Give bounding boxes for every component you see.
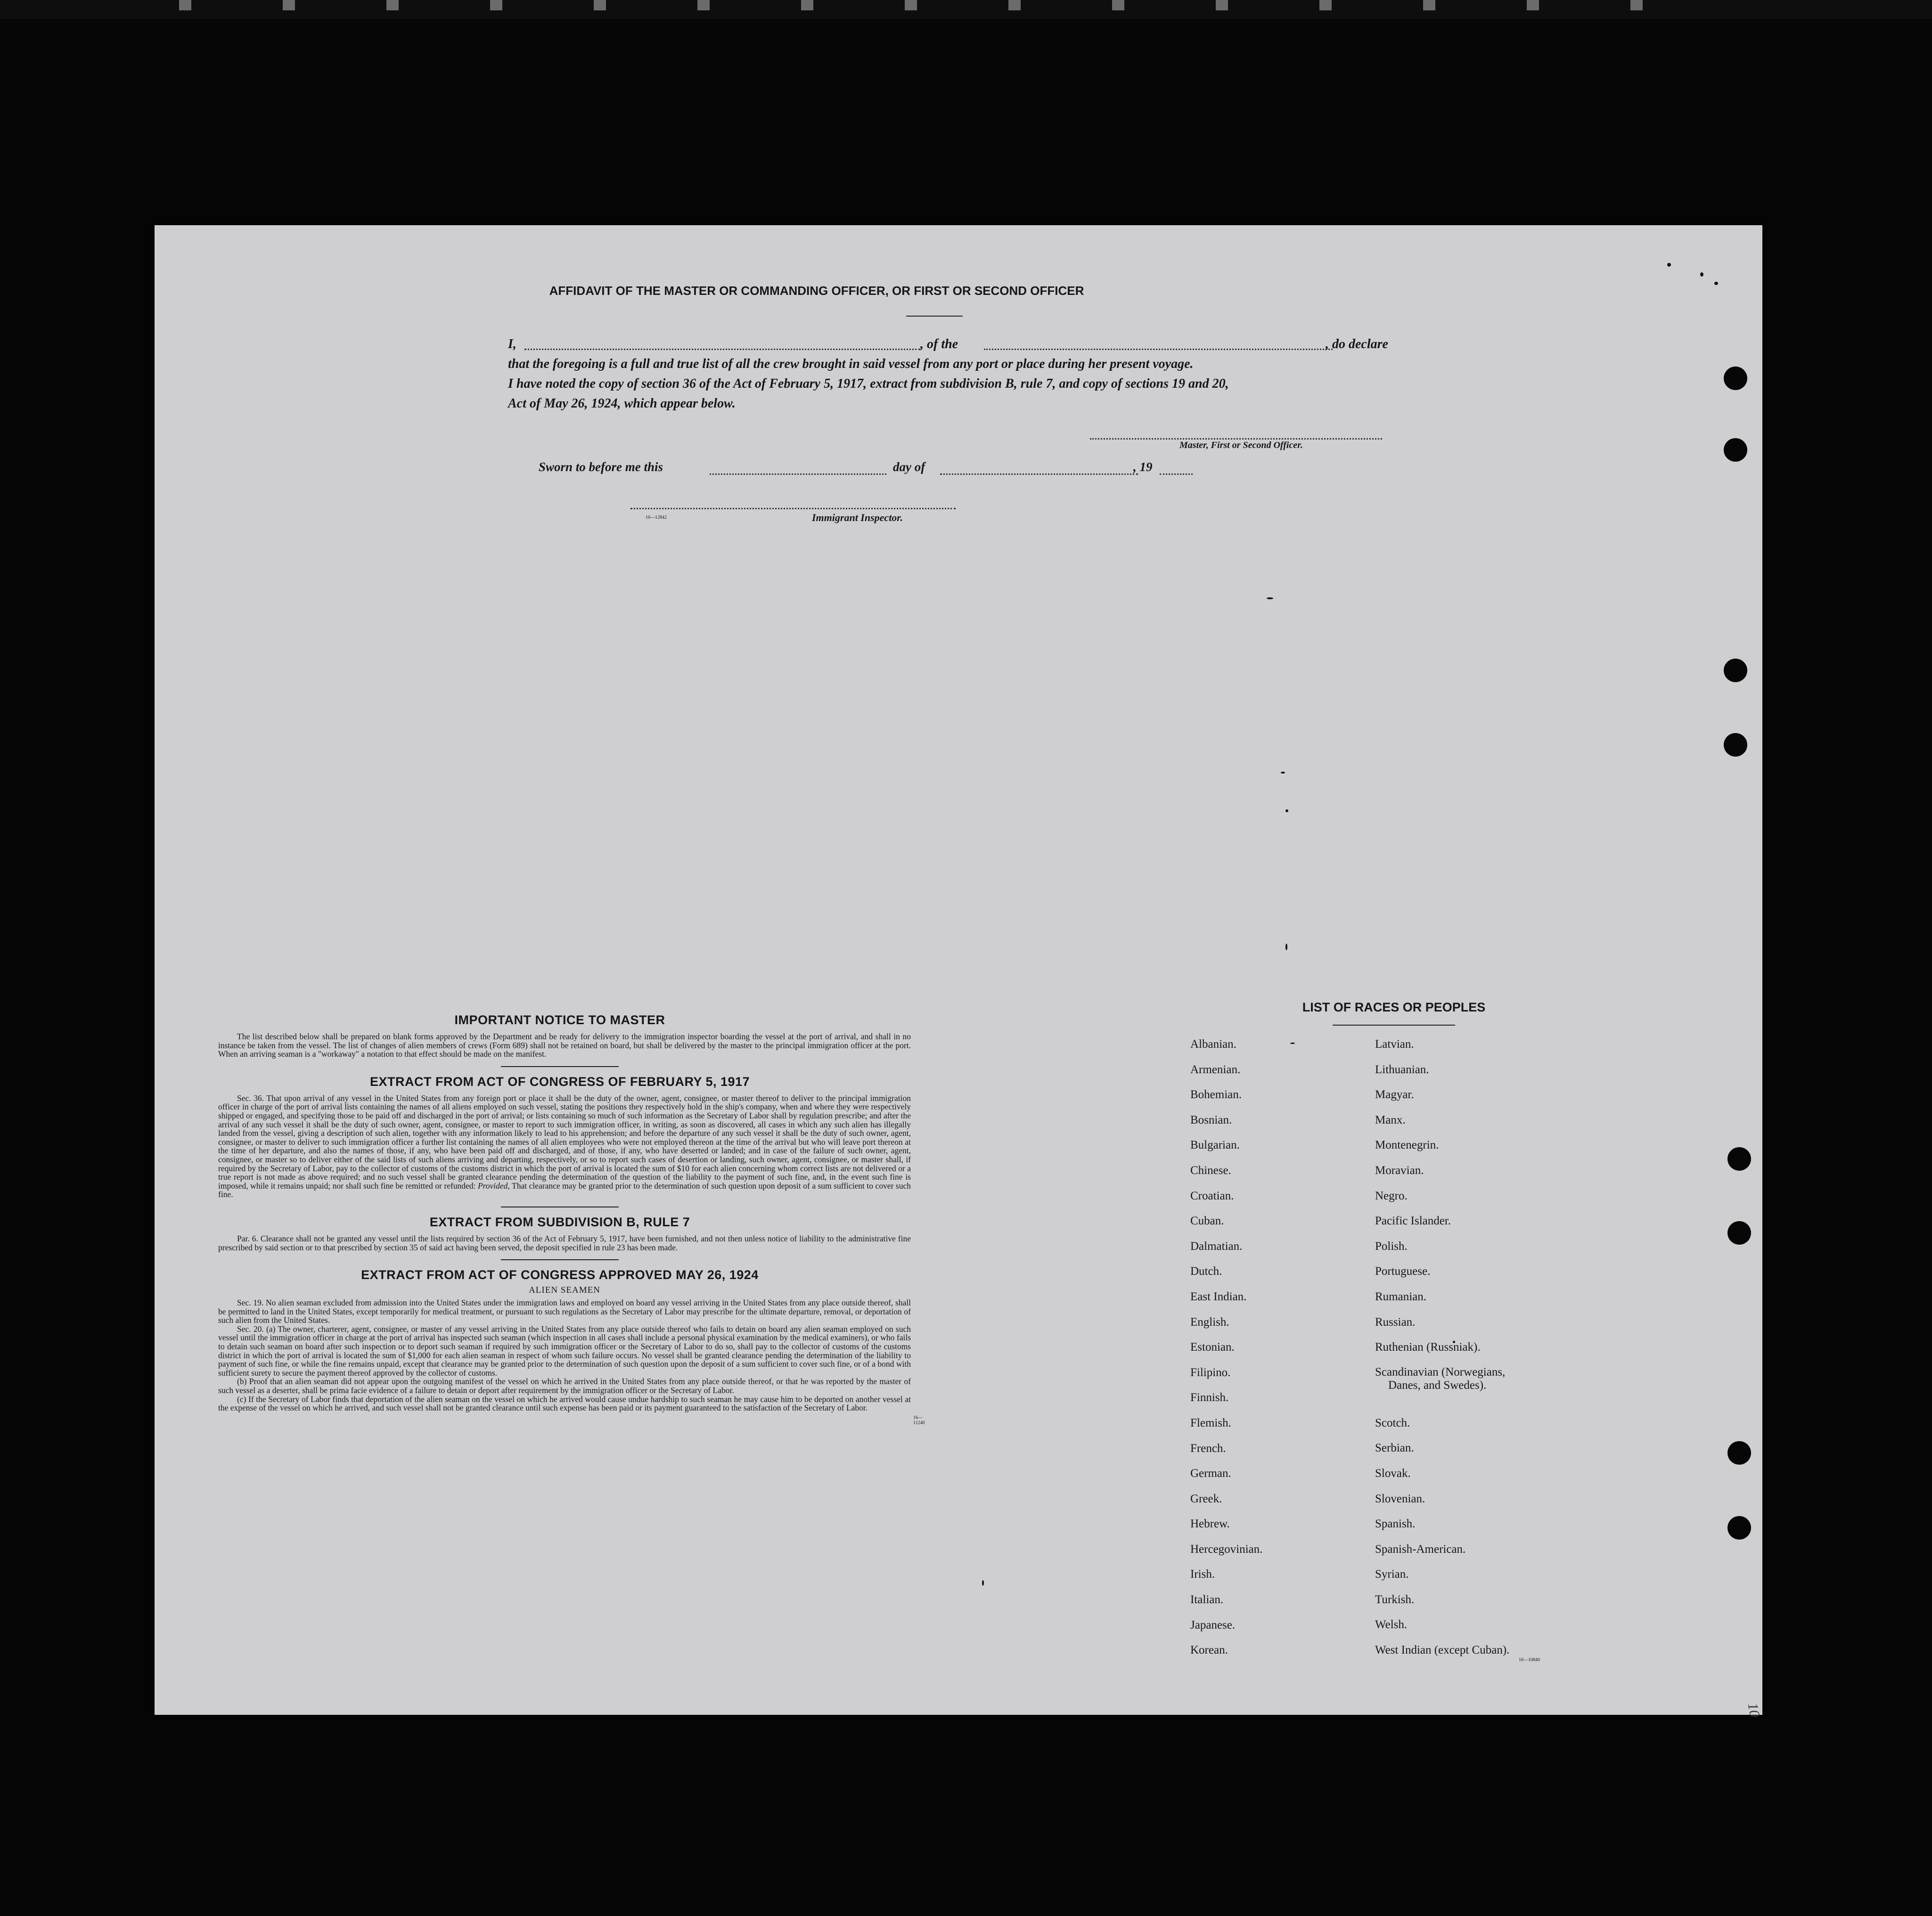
race-item: Hebrew. (1190, 1517, 1230, 1531)
sec36-text-end: That clearance may be granted prior to the determination of such question upon deposit of a sum sufficient to cover such fine. (218, 1181, 911, 1199)
race-item: Rumanian. (1375, 1290, 1427, 1303)
inspector-signature-line[interactable] (630, 508, 956, 509)
race-item: Filipino. (1190, 1366, 1231, 1379)
race-item: Flemish. (1190, 1416, 1231, 1429)
race-item: Croatian. (1190, 1189, 1234, 1202)
race-item: Spanish-American. (1375, 1542, 1466, 1556)
par6-paragraph: Par. 6. Clearance shall not be granted any vessel until the lists required by section 36 of the Act of February 5, 1917, have been furnished, and not then unless notice of liability to the administrative fine prescribed by said section or to that prescribed by section 35 of said act having been served, the deposit specified in rule 23 has been made. (218, 1233, 911, 1252)
sec36-paragraph (218, 1094, 911, 1199)
race-item: Spanish. (1375, 1517, 1416, 1531)
subdivision-b-title: EXTRACT FROM SUBDIVISION B, RULE 7 (429, 1215, 690, 1229)
margin-mark: 10 (1744, 1702, 1763, 1719)
sworn-year: , 19 (1133, 460, 1153, 474)
notice-paragraph: The list described below shall be prepared on blank forms approved by the Department and be ready for delivery to the immigration inspector boarding the vessel at the port of arrival, and shall in no instance be taken from the vessel. The list of changes of alien members of crews (Form 689) shall not be retained on board, but shall be delivered by the master to the principal immigration officer at the port. When an arriving seaman is a "workaway" a notation to that effect should be made on the manifest. (218, 1032, 911, 1059)
extract-1917-title: EXTRACT FROM ACT OF CONGRESS OF FEBRUARY 5, 1917 (369, 1074, 750, 1089)
declaration-of-the: , of the (920, 337, 958, 351)
sworn-day-of: day of (893, 460, 925, 474)
declaration-line-2: that the foregoing is a full and true list of all the crew brought in said vessel from any port or place during her present voyage. (508, 357, 1194, 371)
race-item: Finnish. (1190, 1391, 1229, 1404)
sec20b-paragraph: (b) Proof that an alien seaman did not appear upon the outgoing manifest of the vessel on which he arrived in the United States from any place outside thereof, or that he was reported by the master of such vessel as a deserter, shall be prima facie evidence of a failure to detain or deport after requirement by the immigration officer or the Secretary of Labor. (218, 1377, 911, 1395)
sec36-provided: Provided, (477, 1181, 510, 1190)
punch-hole (1727, 1516, 1751, 1540)
race-item: German. (1190, 1467, 1231, 1480)
name-blank[interactable] (524, 349, 920, 350)
alien-seamen-subtitle: ALIEN SEAMEN (529, 1285, 600, 1296)
sworn-day-blank[interactable] (710, 473, 886, 475)
races-right-top (1375, 1032, 1509, 1360)
race-item: Cuban. (1190, 1215, 1224, 1228)
race-item: Greek. (1190, 1492, 1222, 1505)
races-title-underline (1333, 1025, 1455, 1026)
punch-hole (1724, 659, 1747, 682)
speck (1700, 272, 1703, 277)
race-item: Irish. (1190, 1568, 1215, 1581)
race-item: East Indian. (1190, 1290, 1247, 1303)
race-item: Pacific Islander. (1375, 1215, 1451, 1228)
punch-hole (1724, 733, 1747, 757)
punch-hole (1724, 438, 1747, 462)
race-scandinavian (1375, 1360, 1509, 1411)
speck (1285, 944, 1287, 950)
race-item: Albanian. (1190, 1038, 1236, 1051)
race-item: Slovak. (1375, 1467, 1411, 1480)
races-left-column (1190, 1032, 1262, 1663)
race-item: Serbian. (1375, 1442, 1414, 1455)
section-divider (501, 1259, 619, 1260)
subdivision-b-body (218, 1234, 911, 1252)
race-item: Polish. (1375, 1239, 1408, 1253)
sworn-prefix: Sworn to before me this (539, 460, 663, 474)
extract-1924-body (218, 1298, 911, 1412)
race-item: Hercegovinian. (1190, 1542, 1263, 1556)
master-signature-label: Master, First or Second Officer. (1179, 440, 1303, 450)
extract-form-number: 16—11240 (913, 1415, 925, 1426)
race-item: Russian. (1375, 1315, 1416, 1329)
races-right-column (1375, 1032, 1509, 1663)
punch-hole (1727, 1441, 1751, 1465)
sec36-label: Sec. 36. (237, 1093, 264, 1103)
race-item: Slovenian. (1375, 1492, 1425, 1505)
sec36-text: That upon arrival of any vessel in the United States from any foreign port or place it shall be the duty of the owner, agent, consignee, or master thereof to deliver to the principal immigration officer in charge of the port of arrival lists containing the names of all aliens employed on such vessel, stating the positions they respectively hold in the ship's company, when and where they were respectively shipped or engaged, and specifying those to be paid off and discharged in the port of arrival; or lists containing so much of such information as the Secretary of Labor shall by regulation prescribe; and after the arrival of any such vessel it shall be the duty of such owner, agent, consignee, or master to report to such immigration officer, in writing, as soon as discovered, all cases in which any such alien has illegally landed from the vessel, giving a description of such alien, together with any information likely to lead to his apprehension; and before the departure of any such vessel it shall be the duty of such owner, agent, consignee, or master to deliver to such immigration officer a further list containing the names of all alien employees who were not employed thereon at the time of the arrival but who will leave port thereon at the time of her departure, and also the names of those, if any, who have been paid off and discharged, and of those, if any, who have deserted or landed; and in case of the failure of such owner, agent, consignee, or master so to deliver either of the said lists of such aliens arriving and departing, respectively, or so to report such cases of desertion or landing, such owner, agent, consignee, or master shall, if required by the Secretary of Labor, pay to the collector of customs of the customs district in which the port of arrival is located the sum of $10 for each alien concerning whom correct lists are not delivered or a true report is not made as above required; and no such vessel shall be granted clearance pending the determination of the question of the liability to the payment of such fine, and, in the event such fine is imposed, while it remains unpaid; nor shall such fine be remitted or refunded: (218, 1093, 911, 1190)
section-divider (501, 1066, 619, 1067)
speck (1285, 809, 1288, 812)
race-item: Chinese. (1190, 1164, 1231, 1177)
races-title: LIST OF RACES OR PEOPLES (1302, 1000, 1486, 1014)
race-item: Moravian. (1375, 1164, 1424, 1177)
race-item: French. (1190, 1442, 1226, 1455)
punch-hole (1724, 367, 1747, 390)
speck (1281, 772, 1285, 774)
race-item: Portuguese. (1375, 1265, 1431, 1278)
inspector-form-number: 16—12842 (646, 515, 667, 520)
extract-1917-body (218, 1094, 911, 1199)
race-item: Syrian. (1375, 1568, 1409, 1581)
race-item: Dutch. (1190, 1265, 1222, 1278)
speck (982, 1580, 984, 1586)
race-item: English. (1190, 1315, 1229, 1329)
race-item: Japanese. (1190, 1618, 1236, 1631)
declaration-i: I, (508, 337, 516, 351)
race-item: Montenegrin. (1375, 1139, 1439, 1152)
race-item: Korean. (1190, 1644, 1228, 1657)
race-item: Dalmatian. (1190, 1239, 1243, 1253)
inspector-label: Immigrant Inspector. (812, 512, 903, 523)
race-item: Italian. (1190, 1593, 1224, 1606)
race-item: West Indian (except Cuban). (1375, 1644, 1510, 1657)
notice-body (218, 1032, 911, 1059)
film-strip (0, 0, 1932, 19)
sworn-line (539, 460, 1198, 479)
sec20a-paragraph: Sec. 20. (a) The owner, charterer, agent, consignee, or master of any vessel arriving in the United States from any place outside thereof who fails to detain on board any alien seaman employed on such vessel until the immigration officer in charge at the port of arrival has inspected such seaman (which inspection in all cases shall include a personal physical examination by the medical examiners), or who fails to detain such seaman on board after such inspection or to deport such seaman if required by such immigration officer or the Secretary of Labor to do so, shall pay to the collector of customs of the customs district in which the port of arrival is located the sum of $1,000 for each alien seaman in respect of whom such failure occurs. No vessel shall be granted clearance pending the determination of the liability to payment of such fine, or while the fine remains unpaid, except that clearance may be granted prior to the determination of such question upon the deposit of a sum sufficient to cover such fine, or of a bond with sufficient surety to secure the payment thereof approved by the collector of customs. (218, 1324, 911, 1378)
race-scandinavian-line-2: Danes, and Swedes). (1388, 1378, 1487, 1392)
races-form-number: 16—10840 (1519, 1657, 1540, 1663)
race-item: Bohemian. (1190, 1088, 1242, 1101)
race-item: Armenian. (1190, 1063, 1241, 1076)
race-item: Welsh. (1375, 1618, 1408, 1631)
sworn-year-blank[interactable] (1160, 473, 1193, 475)
race-item: Estonian. (1190, 1341, 1235, 1354)
speck (1267, 597, 1273, 599)
legal-notices (218, 1013, 925, 1426)
punch-hole (1727, 1147, 1751, 1171)
punch-hole (1727, 1221, 1751, 1245)
sec19-paragraph: Sec. 19. No alien seaman excluded from admission into the United States under the immigration laws and employed on board any vessel arriving in the United States from any place outside thereof, shall be permitted to land in the United States, except temporarily for medical treatment, or pursuant to such regulations as the Secretary of Labor may prescribe for the ultimate departure, removal, or deportation of such alien from the United States. (218, 1298, 911, 1325)
race-item: Lithuanian. (1375, 1063, 1429, 1076)
title-underline (906, 316, 963, 317)
races-right-bottom (1375, 1411, 1509, 1663)
declaration-do-declare: , do declare (1326, 337, 1388, 351)
declaration-line-4: Act of May 26, 1924, which appear below. (508, 396, 736, 411)
master-signature-line[interactable] (1090, 438, 1382, 440)
affidavit-title: AFFIDAVIT OF THE MASTER OR COMMANDING OFFICER, OR FIRST OR SECOND OFFICER (549, 284, 1084, 298)
declaration-line-3: I have noted the copy of section 36 of the Act of February 5, 1917, extract from subdivision B, rule 7, and copy of sections 19 and 20, (508, 376, 1229, 391)
race-item: Scotch. (1375, 1416, 1410, 1429)
race-item: Ruthenian (Russniak). (1375, 1341, 1481, 1354)
vessel-blank[interactable] (984, 349, 1333, 350)
declaration-line-1 (508, 335, 1394, 354)
race-item: Negro. (1375, 1189, 1408, 1202)
race-item: Bulgarian. (1190, 1139, 1240, 1152)
speck (1714, 282, 1718, 285)
sec20c-paragraph: (c) If the Secretary of Labor finds that deportation of the alien seaman on the vessel on which he arrived would cause undue hardship to such seaman he may cause him to be deported on another vessel at the expense of the vessel on which he arrived, and such vessel shall not be granted clearance until such expense has been paid or its payment guaranteed to the satisfaction of the Secretary of Labor. (218, 1394, 911, 1413)
race-scandinavian-line-1: Scandinavian (Norwegians, (1375, 1365, 1506, 1378)
document-page (155, 225, 1763, 1719)
speck (1290, 1043, 1295, 1044)
race-item: Magyar. (1375, 1088, 1414, 1101)
race-item: Manx. (1375, 1113, 1406, 1126)
extract-1924-title: EXTRACT FROM ACT OF CONGRESS APPROVED MAY 26, 1924 (361, 1268, 759, 1282)
race-item: Bosnian. (1190, 1113, 1232, 1126)
race-item: Latvian. (1375, 1038, 1414, 1051)
sworn-month-blank[interactable] (940, 473, 1138, 475)
notice-title: IMPORTANT NOTICE TO MASTER (454, 1013, 665, 1027)
speck (1667, 263, 1671, 267)
race-item: Turkish. (1375, 1593, 1415, 1606)
